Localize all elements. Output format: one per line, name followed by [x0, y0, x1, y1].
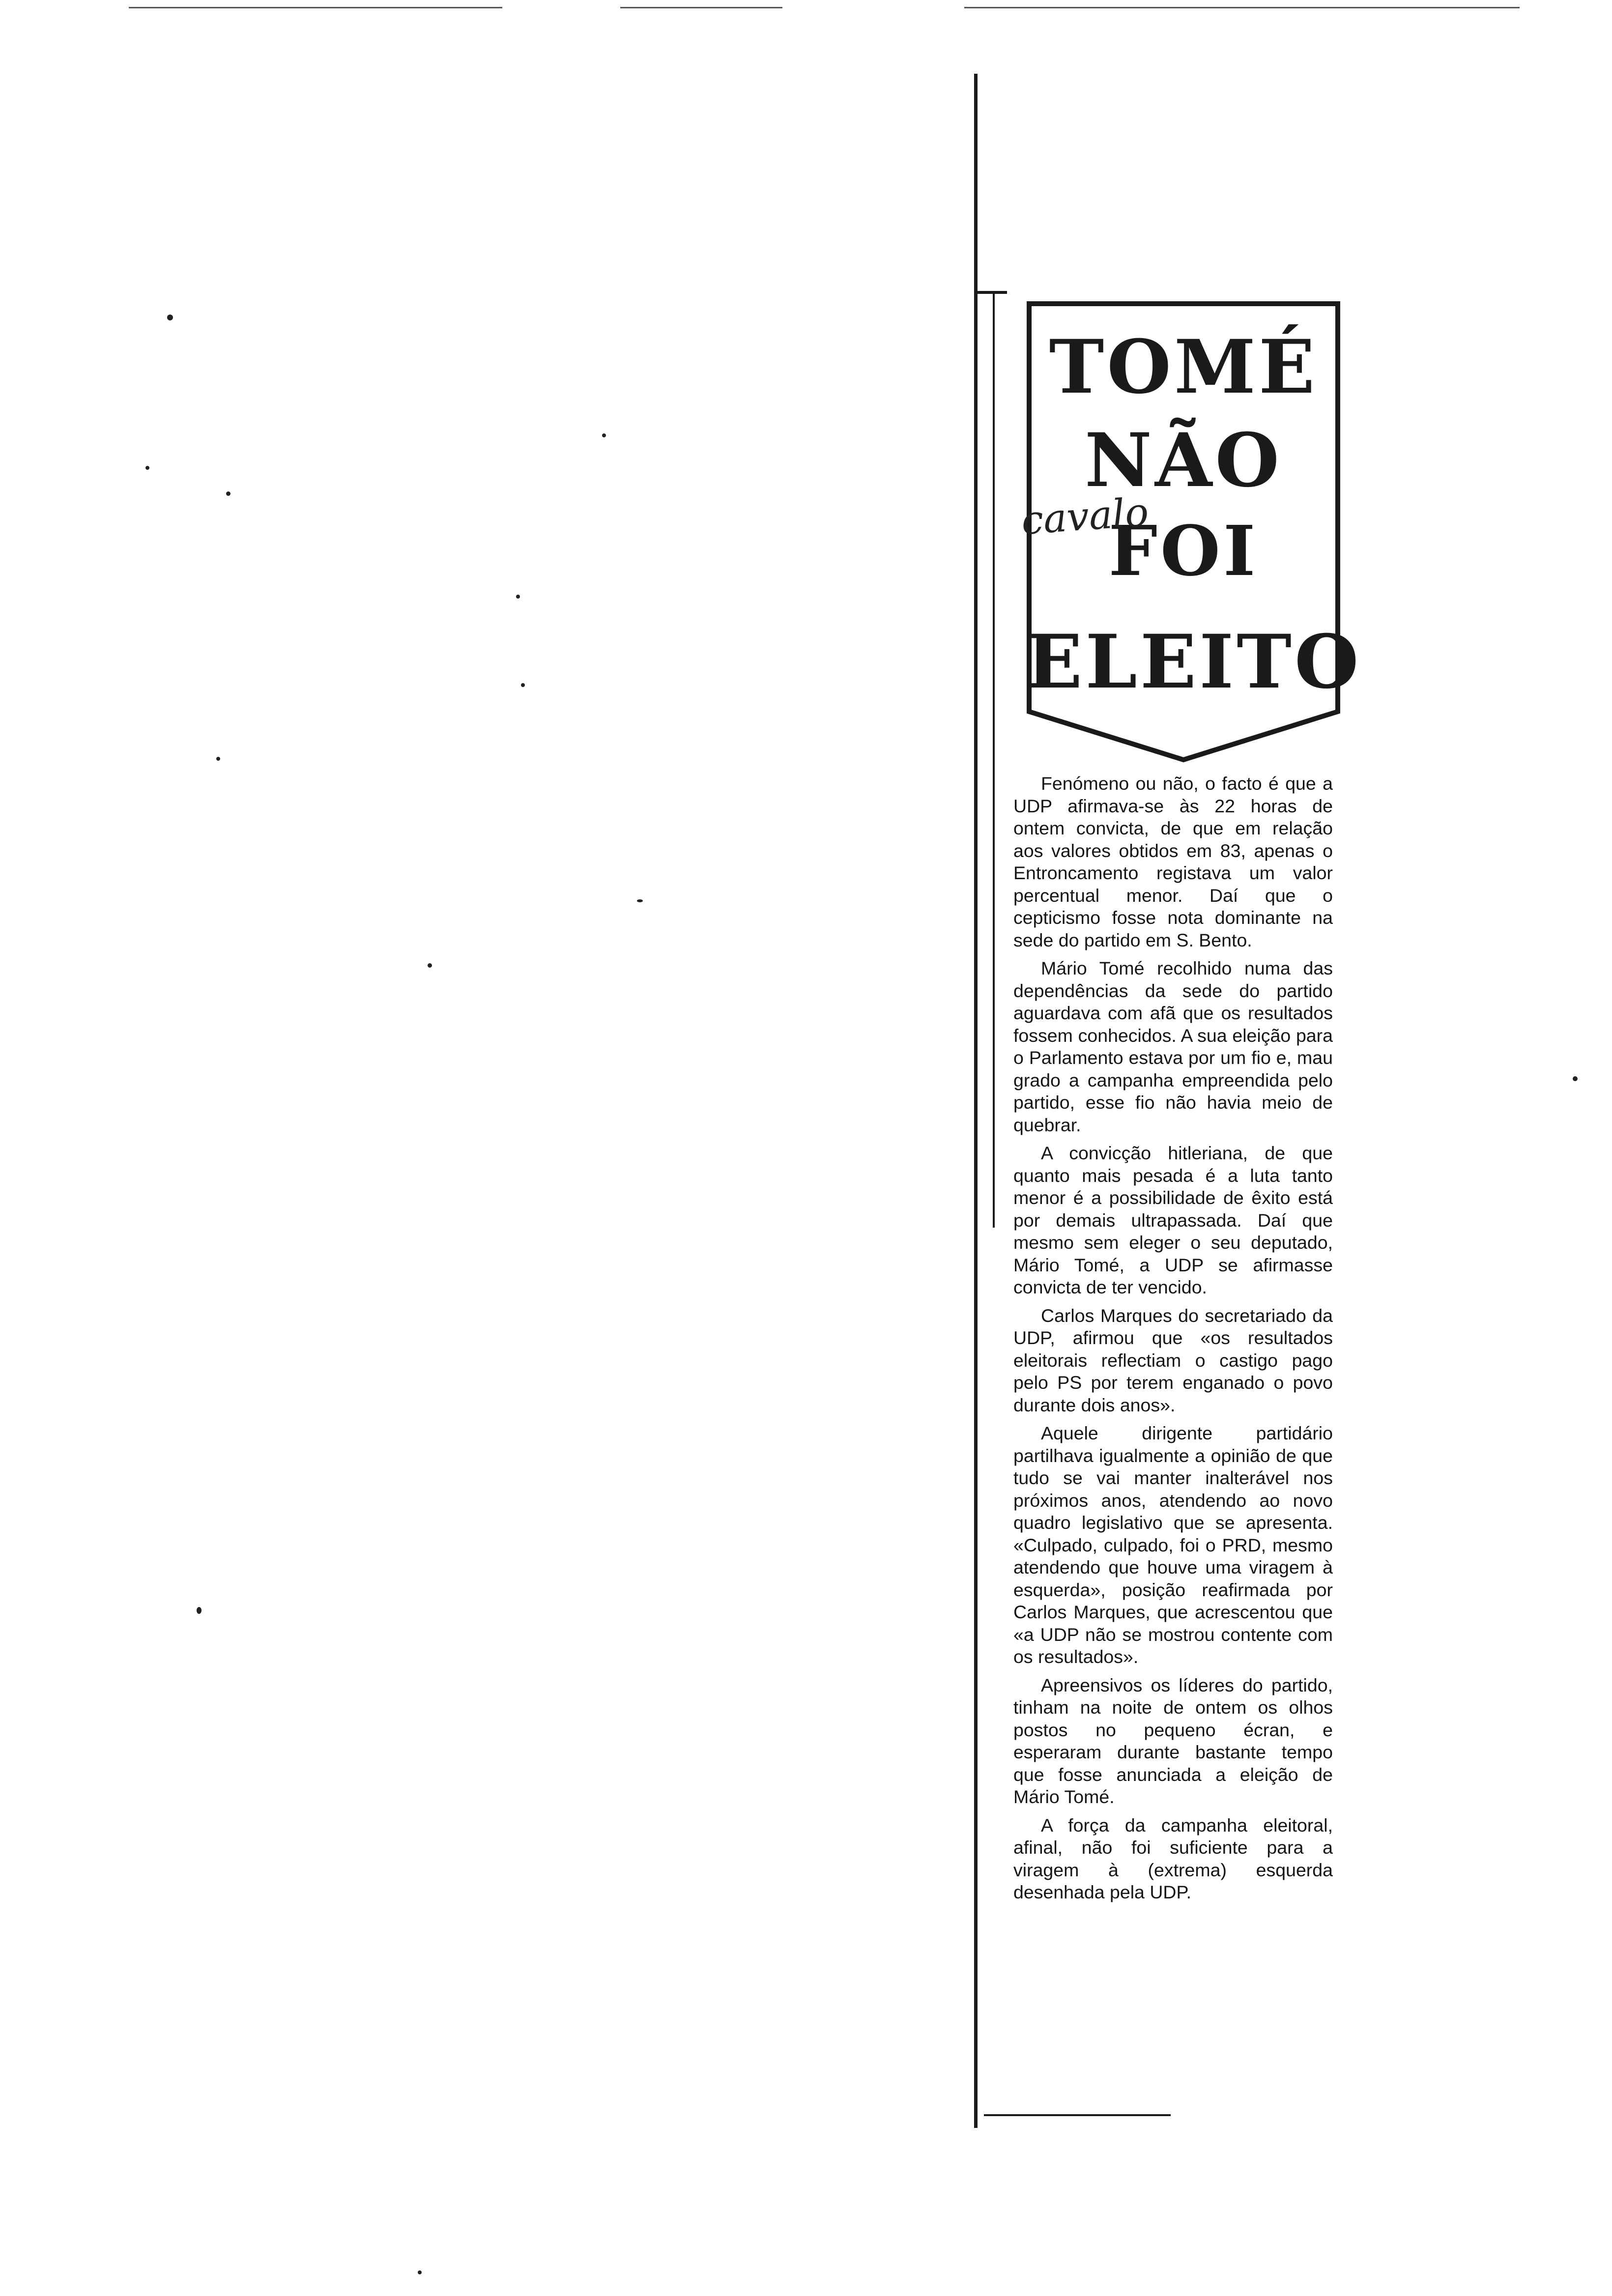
scan-speck	[418, 2270, 422, 2274]
scan-speck	[1573, 1076, 1578, 1081]
bottom-rule	[984, 2114, 1171, 2116]
handwritten-annotation: cavalo	[1020, 489, 1151, 544]
scan-speck	[216, 757, 220, 761]
article-paragraph: Apreensivos os líderes do partido, tinham na noite de ontem os olhos postos no pequeno écran, e esperaram durante bastante tempo que fosse anunciada a eleição de Mário Tomé.	[1013, 1674, 1333, 1807]
scan-speck	[145, 466, 149, 470]
scan-speck	[226, 491, 230, 496]
article-paragraph: A força da campanha eleitoral, afinal, não foi suficiente para a viragem à (extrema) esquerda desenhada pela UDP.	[1013, 1814, 1333, 1902]
top-rule-left	[129, 7, 502, 8]
column-border-bracket-inner	[993, 294, 995, 1228]
scan-speck	[521, 683, 525, 687]
scan-speck	[428, 963, 432, 968]
article-paragraph: Fenómeno ou não, o facto é que a UDP afirmava-se às 22 horas de ontem convicta, de que em relação aos valores obtidos em 83, apenas o Entroncamento registava um valor percentual menor. Daí que o cepticismo fosse nota dominante na sede do partido em S. Bento.	[1013, 773, 1333, 950]
article-body	[1013, 773, 1333, 1910]
column-border-bracket-top	[978, 291, 1007, 294]
article-paragraph: Mário Tomé recolhido numa das dependências da sede do partido aguardava com afã que os resultados fossem conhecidos. A sua eleição para o Parlamento estava por um fio e, mau grado a campanha empreendida pelo partido, esse fio não havia meio de quebrar.	[1013, 958, 1333, 1135]
headline-line-4: ELEITO	[1026, 619, 1362, 705]
scan-speck	[637, 899, 643, 902]
article-paragraph: Aquele dirigente partidário partilhava igualmente a opinião de que tudo se vai manter inalterável nos próximos anos, atendendo ao novo quadro legislativo que se apresenta. «Culpado, culpado, foi o PRD, mesmo atendendo que houve uma viragem à esquerda», posição reafirmada por Carlos Marques, que acrescentou que «a UDP não se mostrou contente com os resultados».	[1013, 1423, 1333, 1667]
headline-banner	[1020, 301, 1362, 763]
scan-speck	[167, 315, 173, 320]
scan-speck	[516, 595, 520, 599]
top-rule-right	[964, 7, 1520, 8]
headline-line-1: TOMÉ	[1049, 324, 1318, 410]
headline-line-3: FOI	[1108, 511, 1259, 592]
headline-line-2: NÃO	[1084, 417, 1283, 504]
scan-speck	[197, 1607, 202, 1614]
scan-speck	[602, 433, 606, 437]
top-rule-middle	[620, 7, 782, 8]
article-paragraph: Carlos Marques do secretariado da UDP, afirmou que «os resultados eleitorais reflectiam o castigo pago pelo PS por terem enganado o povo durante dois anos».	[1013, 1305, 1333, 1415]
article-paragraph: A convicção hitleriana, de que quanto mais pesada é a luta tanto menor é a possibilidade de êxito está por demais ultrapassada. Daí que mesmo sem eleger o seu deputado, Mário Tomé, a UDP se afirmasse convicta de ter vencido.	[1013, 1143, 1333, 1297]
column-border-left	[974, 74, 978, 2128]
